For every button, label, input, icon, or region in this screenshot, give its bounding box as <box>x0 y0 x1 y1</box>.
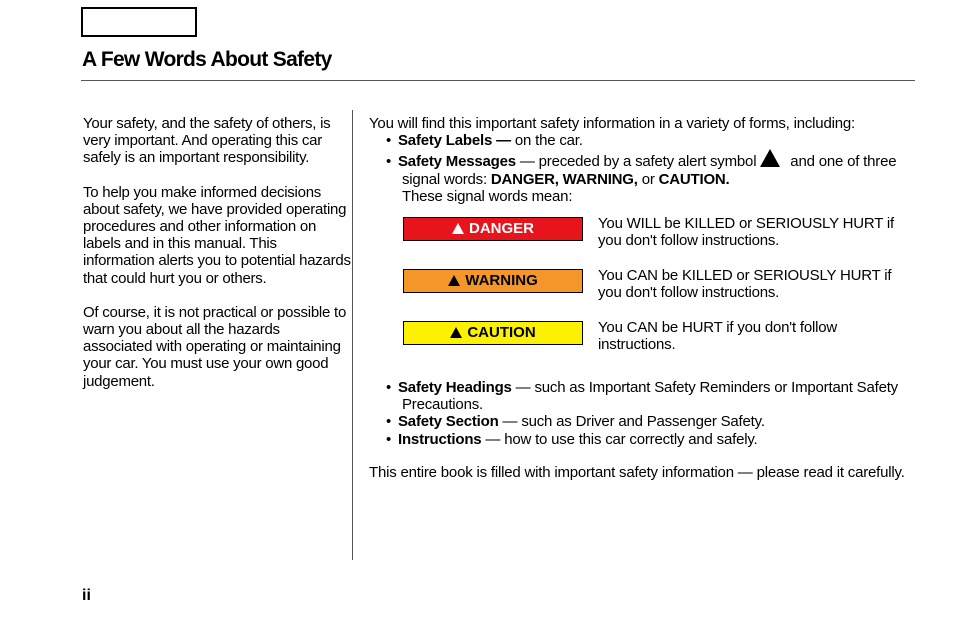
list-item-text: — how to use this car correctly and safely. <box>481 430 758 448</box>
signal-word-caution: CAUTION. <box>658 170 730 188</box>
caution-label <box>403 321 583 345</box>
warning-triangle-icon <box>452 223 464 234</box>
left-paragraph-1: Your safety, and the safety of others, is very important. And operating this car safely is an important responsibility. <box>83 115 331 167</box>
signal-word-warning: WARNING, <box>562 170 638 188</box>
bullet-icon: • <box>386 413 392 431</box>
list-item-text: or <box>637 170 659 188</box>
warning-description: You CAN be KILLED or SERIOUSLY HURT if you don't follow instructions. <box>598 267 892 302</box>
danger-label-text: DANGER <box>468 220 534 238</box>
left-column <box>83 115 351 407</box>
right-intro: You will find this important safety information in a variety of forms, including: <box>369 115 855 132</box>
left-paragraph-2: To help you make informed decisions about safety, we have provided operating procedures and other information on labels and in this manual. This information alerts you to potential hazards that could hurt you or others. <box>83 183 351 287</box>
list-item-bold: Safety Section <box>398 413 499 431</box>
warning-triangle-icon <box>448 275 460 286</box>
bullet-icon: • <box>386 132 392 150</box>
column-divider <box>352 110 353 560</box>
caution-label-text: CAUTION <box>467 324 536 342</box>
list-item-safety-messages <box>369 149 909 187</box>
danger-label <box>403 217 583 241</box>
bullet-icon: • <box>386 430 392 448</box>
warning-triangle-icon <box>450 327 462 338</box>
list-item-text: on the car. <box>510 132 583 150</box>
safety-alert-icon <box>760 149 780 167</box>
list-item-text: and one of three signal words: <box>402 153 897 188</box>
safety-sections-list <box>369 379 909 448</box>
caution-description: You CAN be HURT if you don't follow instructions. <box>598 319 838 354</box>
list-item-safety-labels <box>369 132 909 149</box>
list-item-bold: Safety Headings <box>398 379 512 397</box>
title-divider <box>81 80 915 81</box>
warning-label-text: WARNING <box>465 272 538 290</box>
bullet-icon: • <box>386 153 392 171</box>
list-item-bold: Safety Labels — <box>398 132 511 150</box>
list-item-text: — such as Important Safety Reminders or Important Safety Precautions. <box>402 379 898 414</box>
bullet-icon: • <box>386 379 392 397</box>
left-paragraph-3: Of course, it is not practical or possible to warn you about all the hazards associated with operating or maintaining your car. You must use your own good judgement. <box>83 303 347 390</box>
signal-words-panel <box>369 213 909 371</box>
safety-forms-list <box>369 132 909 188</box>
warning-label <box>403 269 583 293</box>
closing-paragraph: This entire book is filled with important safety information — please read it carefully. <box>369 463 905 481</box>
signal-word-danger: DANGER, <box>490 170 559 188</box>
section-tab-box <box>81 7 197 37</box>
danger-description: You WILL be KILLED or SERIOUSLY HURT if you don't follow instructions. <box>598 215 894 250</box>
list-item-bold: Safety Messages <box>398 153 516 171</box>
page-number: ii <box>82 587 91 604</box>
signal-words-intro: These signal words mean: <box>402 187 573 205</box>
list-item-text: — preceded by a safety alert symbol <box>515 153 757 171</box>
list-item-safety-headings <box>369 379 909 413</box>
list-item-text: — such as Driver and Passenger Safety. <box>498 413 765 431</box>
list-item-instructions <box>369 431 909 448</box>
list-item-bold: Instructions <box>398 430 482 448</box>
right-column <box>369 115 909 481</box>
list-item-safety-section <box>369 413 909 430</box>
page-title: A Few Words About Safety <box>82 48 332 71</box>
